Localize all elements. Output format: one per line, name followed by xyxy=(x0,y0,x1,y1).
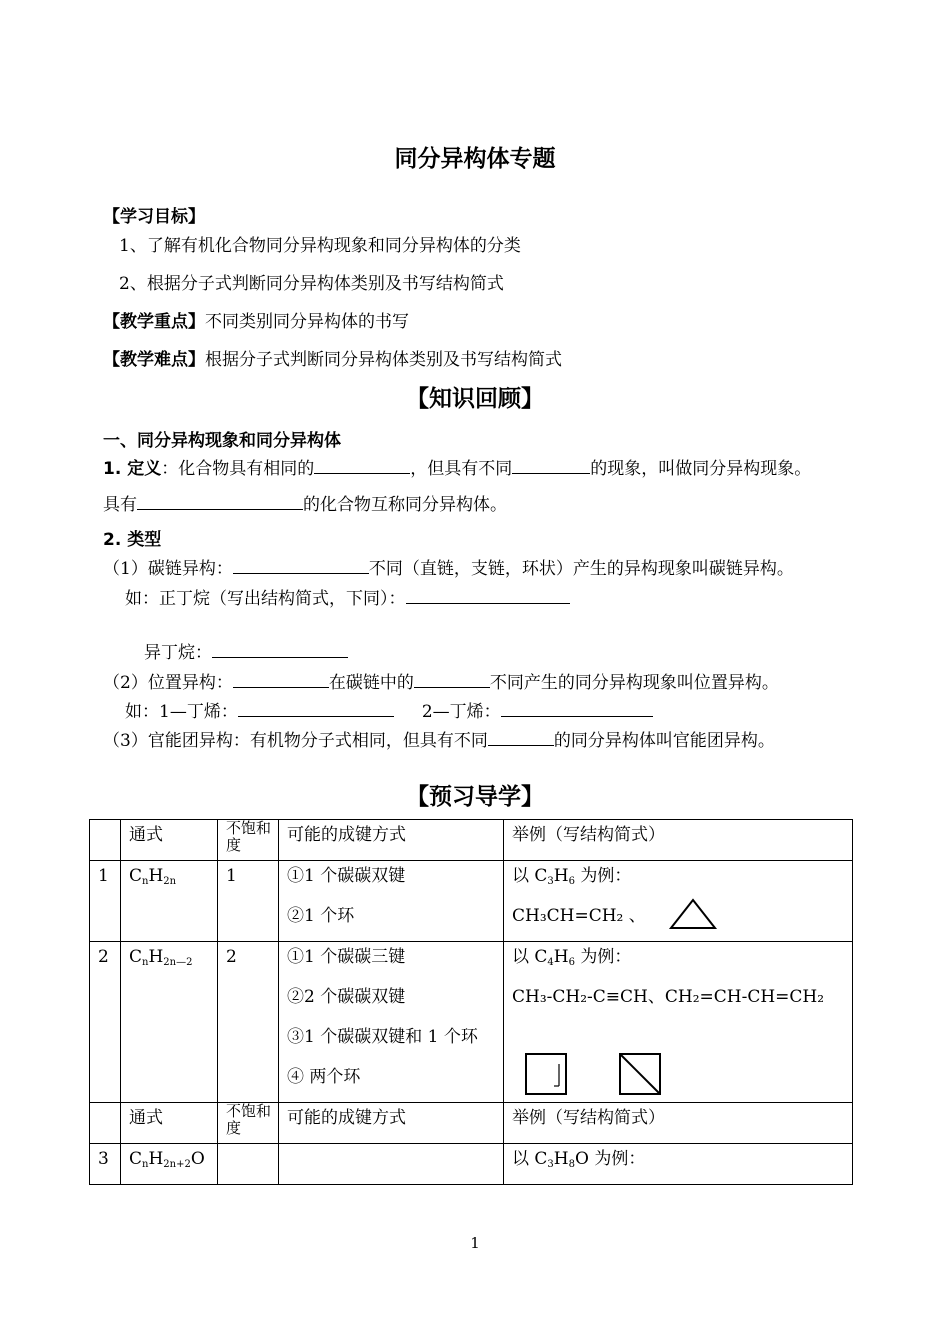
example-intro xyxy=(512,942,852,982)
unsat-cell[interactable] xyxy=(218,1144,279,1185)
preview-heading: 【预习导学】 xyxy=(406,784,544,810)
blank-field[interactable] xyxy=(314,457,410,474)
key-point-label: 【教学重点】 xyxy=(103,312,205,332)
bond-item: ④ 两个环 xyxy=(287,1067,361,1087)
example-formula: CH₃-CH₂-C≡CH、CH₂=CH-CH=CH₂ xyxy=(512,987,825,1007)
table-row xyxy=(90,1144,853,1185)
header-bonding: 可能的成键方式 xyxy=(279,1103,504,1144)
key-point-text: 不同类别同分异构体的书写 xyxy=(205,312,409,332)
type2-example2-text: 2—丁烯： xyxy=(421,702,501,722)
table-header-row xyxy=(90,1103,853,1144)
formula-h: H xyxy=(148,1149,164,1169)
unsat-cell: 1 xyxy=(218,861,279,942)
ex-tail: 为例： xyxy=(575,947,632,967)
blank-field[interactable] xyxy=(406,587,570,604)
ex-intro-text: 以 C xyxy=(512,947,548,967)
formula-n: n xyxy=(142,876,149,887)
example-cell xyxy=(504,861,853,942)
example-intro xyxy=(512,861,852,901)
ex-h: H xyxy=(553,866,569,886)
bond-item: ②2 个碳碳双键 xyxy=(287,987,406,1007)
formula-h: H xyxy=(148,947,164,967)
definition-line-2 xyxy=(103,490,507,515)
formula-n: n xyxy=(142,957,149,968)
type1-example-2 xyxy=(144,638,348,663)
example-formula: CH₃CH=CH₂ 、 xyxy=(512,906,646,926)
formula-c: C xyxy=(129,947,143,967)
example-cell xyxy=(504,1144,853,1185)
unsat-cell: 2 xyxy=(218,942,279,1103)
type1-line xyxy=(103,554,794,579)
type2-example1-text: 如：1—丁烯： xyxy=(125,702,238,722)
cyclopropane-triangle-icon xyxy=(668,897,718,931)
example-cell xyxy=(504,942,853,1103)
bond-item: ①1 个碳碳三键 xyxy=(287,947,406,967)
row-number: 3 xyxy=(90,1144,121,1185)
formula-h: H xyxy=(148,866,164,886)
key-point-line xyxy=(103,307,409,332)
blank-field[interactable] xyxy=(488,729,554,746)
type1-example-text: 如：正丁烷（写出结构简式，下同）： xyxy=(125,589,406,609)
bonding-cell[interactable] xyxy=(279,1144,504,1185)
ex-sub: 8 xyxy=(568,1159,575,1170)
ex-sub: 6 xyxy=(568,876,575,887)
type2-text-b: 在碳链中的 xyxy=(328,673,414,693)
blank-field[interactable] xyxy=(512,457,590,474)
type2-example xyxy=(125,697,653,722)
table-row xyxy=(90,942,853,1103)
definition-text-a: ：化合物具有相同的 xyxy=(161,459,315,479)
ex-h: H xyxy=(553,1149,569,1169)
bond-item: ①1 个碳碳双键 xyxy=(287,866,406,886)
objective-item-1: 1、了解有机化合物同分异构现象和同分异构体的分类 xyxy=(119,236,521,256)
ex-sub: 6 xyxy=(568,957,575,968)
definition-line xyxy=(103,454,811,479)
ex-sub: 3 xyxy=(547,876,554,887)
blank-field[interactable] xyxy=(501,700,653,717)
page-title: 同分异构体专题 xyxy=(394,146,556,172)
formula-c: C xyxy=(129,1149,143,1169)
formula-cell xyxy=(121,1144,218,1185)
review-heading: 【知识回顾】 xyxy=(406,386,544,412)
formula-h-sub: 2n xyxy=(163,876,177,887)
table-row xyxy=(90,861,853,942)
type2-text-c: 不同产生的同分异构现象叫位置异构。 xyxy=(489,673,779,693)
header-example: 举例（写结构简式） xyxy=(504,820,853,861)
objectives-heading: 【学习目标】 xyxy=(103,207,205,227)
formula-cell xyxy=(121,861,218,942)
bicyclobutane-square-icon xyxy=(618,1052,662,1096)
definition-text-b: ，但具有不同 xyxy=(410,459,513,479)
row-number: 1 xyxy=(90,861,121,942)
formula-c: C xyxy=(129,866,143,886)
objective-item-2: 2、根据分子式判断同分异构体类别及书写结构简式 xyxy=(119,274,504,294)
ex-intro-text: 以 C xyxy=(512,1149,548,1169)
formula-suffix: O xyxy=(190,1149,205,1169)
formula-h-sub: 2n+2 xyxy=(163,1159,191,1170)
formula-cell xyxy=(121,942,218,1103)
header-unsat: 不饱和度 xyxy=(218,1103,279,1144)
formula-h-sub: 2n—2 xyxy=(163,957,193,968)
definition2-text-b: 的化合物互称同分异构体。 xyxy=(303,495,507,515)
definition-text-c: 的现象，叫做同分异构现象。 xyxy=(590,459,812,479)
ring-structures xyxy=(512,1022,852,1102)
ex-sub: 3 xyxy=(547,1159,554,1170)
type1-example xyxy=(125,584,570,609)
header-no-cell xyxy=(90,820,121,861)
header-bonding: 可能的成键方式 xyxy=(279,820,504,861)
difficulty-text: 根据分子式判断同分异构体类别及书写结构简式 xyxy=(205,350,562,370)
type2-line xyxy=(103,668,779,693)
bonding-cell xyxy=(279,861,504,942)
row-number: 2 xyxy=(90,942,121,1103)
definition2-text-a: 具有 xyxy=(103,495,137,515)
blank-field[interactable] xyxy=(414,671,490,688)
blank-field[interactable] xyxy=(137,493,303,510)
ex-h: H xyxy=(553,947,569,967)
table-header-row xyxy=(90,820,853,861)
ex-sub: 4 xyxy=(547,957,554,968)
type3-line xyxy=(103,726,775,751)
blank-field[interactable] xyxy=(233,671,329,688)
cyclobutene-square-icon xyxy=(524,1052,568,1096)
example-structures xyxy=(512,901,852,941)
section1-heading: 一、同分异构现象和同分异构体 xyxy=(103,431,341,451)
bonding-cell xyxy=(279,942,504,1103)
header-example: 举例（写结构简式） xyxy=(504,1103,853,1144)
header-formula: 通式 xyxy=(121,1103,218,1144)
type3-text-a: （3）官能团异构：有机物分子式相同，但具有不同 xyxy=(103,731,488,751)
type1-text-b: 不同（直链，支链，环状）产生的异构现象叫碳链异构。 xyxy=(368,559,794,579)
bond-item: ②1 个环 xyxy=(287,906,355,926)
header-formula: 通式 xyxy=(121,820,218,861)
blank-field[interactable] xyxy=(233,557,369,574)
type2-text-a: （2）位置异构： xyxy=(103,673,233,693)
blank-field[interactable] xyxy=(238,700,394,717)
type3-text-b: 的同分异构体叫官能团异构。 xyxy=(553,731,775,751)
type-label: 2. 类型 xyxy=(103,530,162,550)
bond-item: ③1 个碳碳双键和 1 个环 xyxy=(287,1027,478,1047)
header-unsat: 不饱和度 xyxy=(218,820,279,861)
ex-tail: O 为例： xyxy=(575,1149,646,1169)
ex-tail: 为例： xyxy=(575,866,632,886)
difficulty-label: 【教学难点】 xyxy=(103,350,205,370)
definition-label: 1. 定义 xyxy=(103,459,162,479)
header-no-cell xyxy=(90,1103,121,1144)
difficulty-line xyxy=(103,345,562,370)
ex-intro-text: 以 C xyxy=(512,866,548,886)
blank-field[interactable] xyxy=(212,641,348,658)
type1-text-a: （1）碳链异构： xyxy=(103,559,233,579)
type1-example2-text: 异丁烷： xyxy=(144,643,212,663)
formula-n: n xyxy=(142,1159,149,1170)
preview-table xyxy=(89,819,853,1185)
page-number: 1 xyxy=(470,1234,480,1252)
